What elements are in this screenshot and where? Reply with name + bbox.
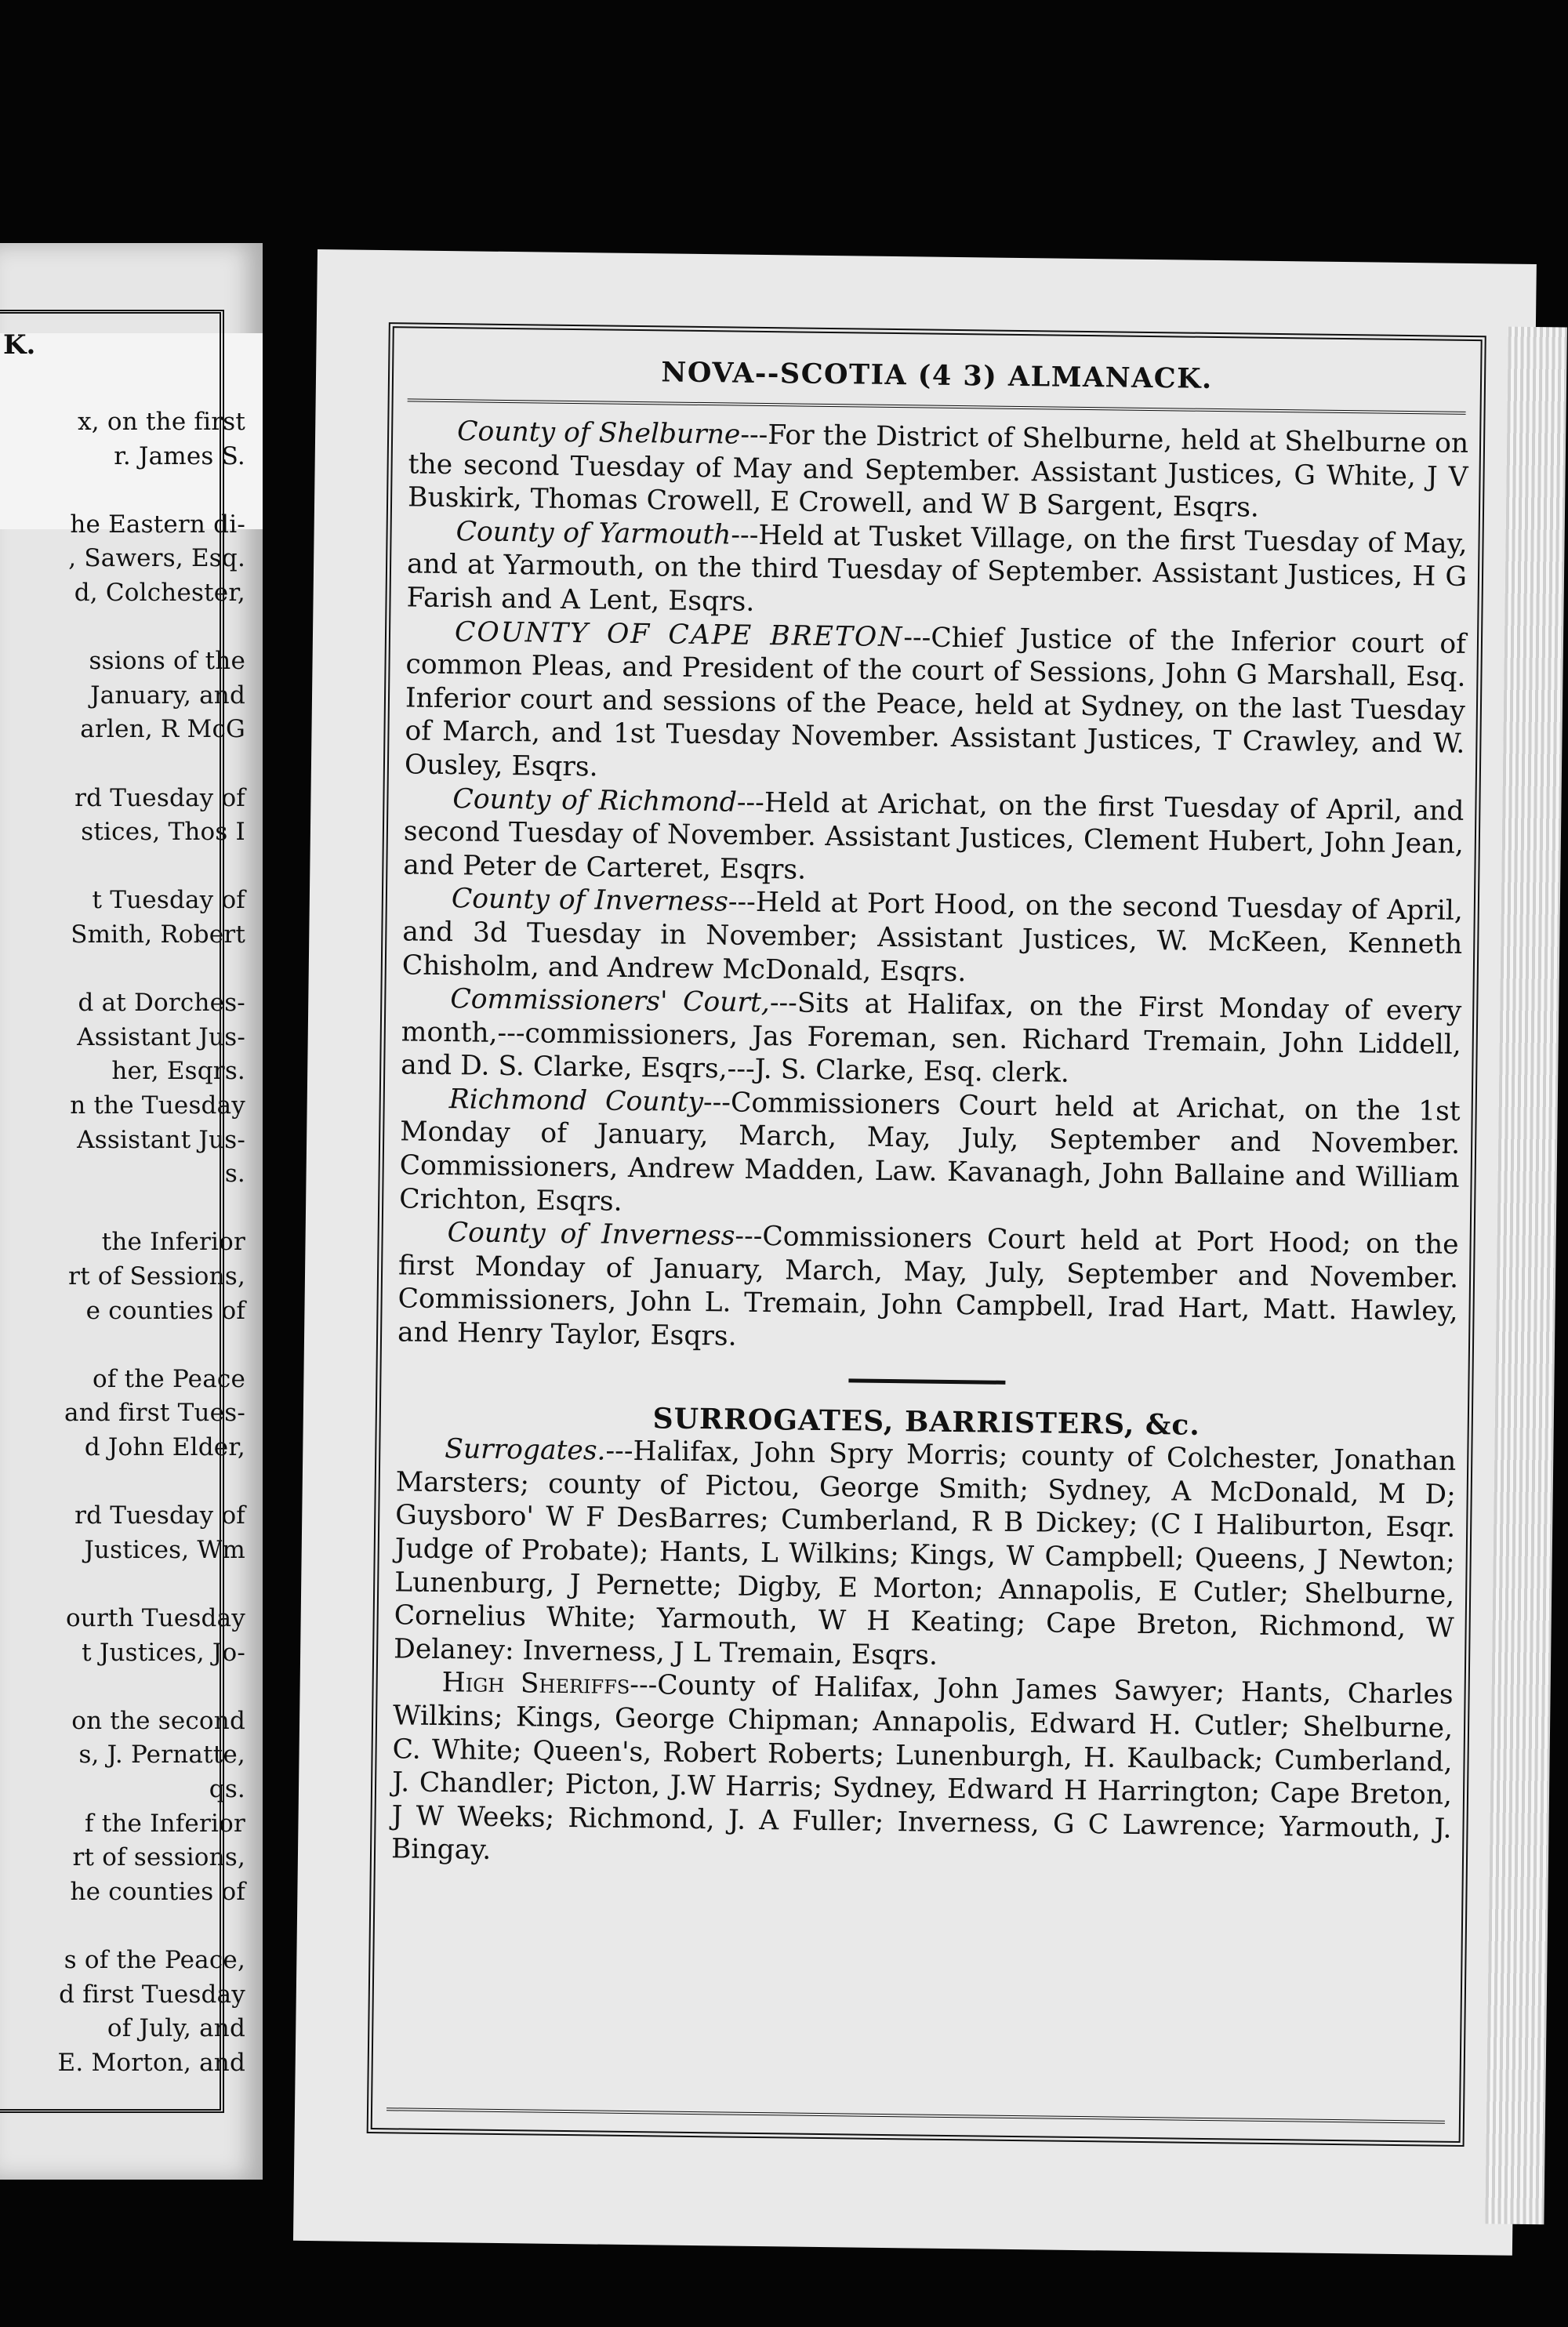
left-page-line: t Justices, Jo-: [82, 1638, 245, 1667]
listing-lead: Commissioners' Court,: [450, 983, 771, 1019]
listing-lead: Surrogates.: [445, 1433, 606, 1467]
left-page-line: t Tuesday of: [92, 886, 245, 915]
left-page-line: rd Tuesday of: [74, 783, 245, 812]
listing-text: ---For the District of Shelburne, held at Shelburne on the second Tuesday of May and September. Assistant Justices, G White, J V Buskirk, Thomas Crowell, E Crowell, and W B Sargent, Esqrs.: [407, 419, 1469, 524]
left-page-line: d John Elder,: [84, 1433, 245, 1461]
left-page-line: s of the Peace,: [64, 1946, 245, 1974]
listing-paragraph: [394, 1432, 1457, 1679]
left-page-line: Assistant Jus-: [77, 1125, 245, 1154]
left-page-line: d at Dorches-: [78, 989, 245, 1018]
listing-paragraph: [399, 1082, 1461, 1229]
left-page-line: stices, Thos I: [81, 818, 245, 847]
listing-paragraph: [403, 782, 1464, 895]
left-page-line: d first Tuesday: [59, 1980, 245, 2009]
left-page-line: d, Colchester,: [74, 579, 245, 607]
listing-paragraph: [402, 882, 1463, 995]
almanac-page: [293, 249, 1537, 2256]
listing-lead: County of Richmond: [452, 782, 738, 819]
bottom-rule: [387, 2107, 1445, 2123]
left-page-heading: K.: [3, 329, 36, 361]
left-page-line: January, and: [90, 681, 245, 710]
left-page-line: r. James S.: [114, 441, 245, 470]
left-page-line: E. Morton, and: [57, 2048, 245, 2077]
section-divider: [848, 1378, 1005, 1384]
listing-text: ---Held at Arichat, on the first Tuesday of April, and second Tuesday of November. Assistant Justices, Clement Hubert, John Jean, and Peter de Carteret, Esqrs.: [403, 786, 1465, 886]
left-page-line: the Inferior: [101, 1228, 245, 1257]
left-page-line: and first Tues-: [64, 1399, 245, 1428]
listing-lead: County of Shelburne: [456, 416, 741, 451]
left-page-line: arlen, R McG: [80, 715, 245, 744]
listing-paragraph: [401, 982, 1461, 1095]
left-page-line: her, Esqrs.: [111, 1057, 245, 1086]
left-page-line: he Eastern di-: [70, 510, 245, 539]
listing-lead: COUNTY OF CAPE BRETON: [454, 615, 904, 653]
listing-text: ---Held at Tusket Village, on the first Tuesday of May, and at Yarmouth, on the third Tuesday of September. Assistant Justices, H G Farish and A Lent, Esqrs.: [406, 519, 1468, 618]
listing-paragraph: [406, 514, 1467, 627]
left-page-line: of July, and: [107, 2014, 245, 2043]
left-page-line: e counties of: [85, 1296, 245, 1325]
left-page-line: , Sawers, Esq.: [68, 544, 245, 573]
listing-lead: County of Inverness: [447, 1217, 735, 1252]
listing-text: ---County of Halifax, John James Sawyer; Hants, Charles Wilkins; Kings, George Chipman; Annapolis, Edward H. Cutler; Shelburne, C. White; Queen's, Robert Roberts; Lunenburgh, H. Kaulback; Cumberland, J. Chandler; Picton, J.W Harris; Sydney, Edward H Harrington; Cape Breton, J W Weeks; Richmond, J. A Fuller; Inverness, G C Lawrence; Yarmouth, J. Bingay.: [390, 1669, 1454, 1867]
listing-text: ---Commissioners Court held at Arichat, on the 1st Monday of January, March, May, July, September and November. Commissioners, Andrew Madden, Law. Kavanagh, John Ballaine and William Crichton, Esqrs.: [398, 1086, 1461, 1218]
left-page-line: rd Tuesday of: [74, 1501, 245, 1530]
listing-paragraph: [405, 615, 1467, 794]
left-page-line: f the Inferior: [85, 1809, 245, 1838]
listing-lead: County of Yarmouth: [456, 515, 731, 551]
listing-text: ---Held at Port Hood, on the second Tuesday of April, and 3d Tuesday in November; Assistant Justices, W. McKeen, Kenneth Chisholm, and Andrew McDonald, Esqrs.: [401, 886, 1464, 988]
listing-lead: Richmond County: [448, 1084, 704, 1118]
left-page-line: Justices, Wm: [84, 1535, 245, 1564]
surrogates-listings: [391, 1432, 1457, 1879]
listing-paragraph: [391, 1666, 1454, 1879]
page-edges: [1485, 327, 1567, 2225]
listing-paragraph: [397, 1216, 1459, 1363]
left-page-line: x, on the first: [78, 408, 245, 436]
listing-paragraph: [408, 414, 1468, 527]
listing-text: ---Commissioners Court held at Port Hood; on the first Monday of January, March, May, July, September and November. Commissioners, John L. Tremain, John Campbell, Irad Hart, Matt. Hawley, and Henry Taylor, Esqrs.: [397, 1220, 1459, 1352]
left-page-line: qs.: [209, 1775, 245, 1803]
left-page-line: Smith, Robert: [71, 920, 245, 949]
page-header: NOVA--SCOTIA (4 3) ALMANACK.: [661, 356, 1214, 395]
body-text: [391, 414, 1469, 1879]
left-page-line: rt of sessions,: [72, 1843, 245, 1872]
left-page-line: ssions of the: [89, 647, 245, 676]
left-page-line: ourth Tuesday: [65, 1604, 245, 1632]
left-page-line: on the second: [71, 1706, 245, 1735]
text-frame: [367, 322, 1486, 2147]
left-page-line: he counties of: [70, 1877, 245, 1906]
listing-text: ---Halifax, John Spry Morris; county of Colchester, Jonathan Marsters; county of Pictou, George Smith; Sydney, A McDonald, M D; Guysboro' W F DesBarres; Cumberland, R B Dickey; (C I Haliburton, Esqr. Judge of Probate); Hants, L Wilkins; Kings, W Campbell; Queens, J Newton; Lunenburg, J Pernette; Digby, E Morton; Annapolis, E Cutler; Shelburne, Cornelius White; Yarmouth, W H Keating; Cape Breton, Richmond, W Delaney: Inverness, J L Tremain, Esqrs.: [393, 1435, 1457, 1672]
left-page-line: s.: [224, 1160, 245, 1189]
left-page-line: of the Peace: [92, 1364, 245, 1393]
listing-lead: County of Inverness: [451, 883, 729, 918]
court-listings: [397, 414, 1468, 1362]
left-page-line: n the Tuesday: [70, 1091, 245, 1120]
header-rule: [408, 398, 1466, 414]
left-page-line: rt of Sessions,: [68, 1262, 245, 1291]
listing-lead: High Sheriffs: [441, 1667, 630, 1701]
listing-text: ---Sits at Halifax, on the First Monday of every month,---commissioners, Jas Foreman, sen. Richard Tremain, John Liddell, and D. S. Clarke, Esqrs,---J. S. Clarke, Esq. clerk.: [401, 987, 1462, 1090]
section-heading: SURROGATES, BARRISTERS, &c.: [652, 1401, 1201, 1442]
left-page-line: Assistant Jus-: [77, 1022, 245, 1051]
left-facing-page: [0, 243, 263, 2180]
left-page-line: s, J. Pernatte,: [78, 1741, 245, 1770]
listing-text: ---Chief Justice of the Inferior court of common Pleas, and President of the court of Sessions, John G Marshall, Esq. Inferior court and sessions of the Peace, held at Sydney, on the last Tuesday of March, and 1st Tuesday November. Assistant Justices, T Crawley, and W. Ousley, Esqrs.: [404, 621, 1467, 783]
